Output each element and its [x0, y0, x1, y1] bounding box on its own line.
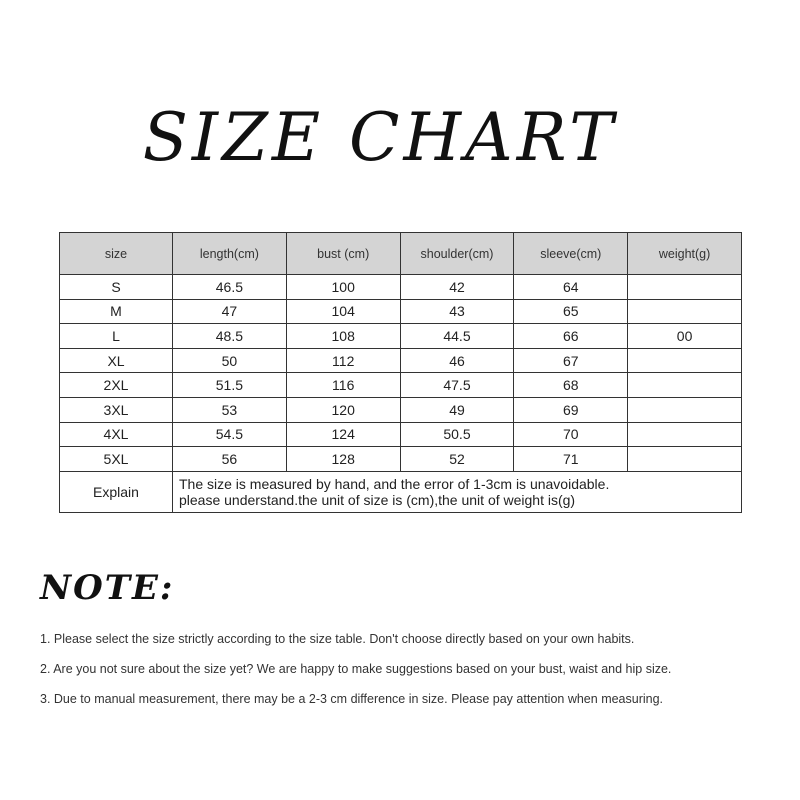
- cell-size: XL: [60, 348, 173, 373]
- cell-size: L: [60, 324, 173, 349]
- cell-size: S: [60, 275, 173, 300]
- cell-length: 53: [173, 397, 287, 422]
- table-row: [60, 373, 742, 398]
- cell-bust: 120: [286, 397, 400, 422]
- cell-shoulder: 47.5: [400, 373, 514, 398]
- cell-weight: [628, 275, 742, 300]
- cell-length: 50: [173, 348, 287, 373]
- cell-bust: 116: [286, 373, 400, 398]
- explain-text: [173, 471, 742, 512]
- cell-length: 51.5: [173, 373, 287, 398]
- cell-weight: [628, 373, 742, 398]
- cell-length: 54.5: [173, 422, 287, 447]
- cell-sleeve: 64: [514, 275, 628, 300]
- cell-shoulder: 49: [400, 397, 514, 422]
- header-weight: weight(g): [628, 233, 742, 275]
- note-list: [40, 624, 780, 714]
- cell-shoulder: 43: [400, 299, 514, 324]
- header-sleeve: sleeve(cm): [514, 233, 628, 275]
- note-item: 2. Are you not sure about the size yet? We are happy to make suggestions based on your bust, waist and hip size.: [40, 662, 672, 676]
- table-row: [60, 275, 742, 300]
- explain-row: [60, 471, 742, 512]
- cell-size: 3XL: [60, 397, 173, 422]
- cell-length: 47: [173, 299, 287, 324]
- cell-sleeve: 71: [514, 447, 628, 472]
- cell-weight: [628, 422, 742, 447]
- explain-line: The size is measured by hand, and the error of 1-3cm is unavoidable.: [179, 475, 610, 492]
- header-bust: bust (cm): [286, 233, 400, 275]
- table-row: [60, 299, 742, 324]
- cell-weight: 00: [628, 324, 742, 349]
- table-row: [60, 324, 742, 349]
- explain-label: Explain: [60, 471, 173, 512]
- cell-length: 48.5: [173, 324, 287, 349]
- page-title: SIZE CHART: [142, 99, 618, 176]
- cell-bust: 100: [286, 275, 400, 300]
- explain-line: please understand.the unit of size is (cm),the unit of weight is(g): [179, 491, 576, 508]
- cell-bust: 128: [286, 447, 400, 472]
- cell-bust: 124: [286, 422, 400, 447]
- cell-weight: [628, 299, 742, 324]
- cell-size: 2XL: [60, 373, 173, 398]
- cell-weight: [628, 447, 742, 472]
- cell-bust: 108: [286, 324, 400, 349]
- header-size: size: [60, 233, 173, 275]
- cell-weight: [628, 397, 742, 422]
- cell-sleeve: 67: [514, 348, 628, 373]
- cell-size: 5XL: [60, 447, 173, 472]
- cell-size: 4XL: [60, 422, 173, 447]
- note-title: NOTE:: [40, 568, 175, 608]
- cell-shoulder: 52: [400, 447, 514, 472]
- table-row: [60, 397, 742, 422]
- cell-sleeve: 65: [514, 299, 628, 324]
- cell-bust: 112: [286, 348, 400, 373]
- header-shoulder: shoulder(cm): [400, 233, 514, 275]
- cell-length: 56: [173, 447, 287, 472]
- cell-length: 46.5: [173, 275, 287, 300]
- cell-size: M: [60, 299, 173, 324]
- cell-shoulder: 46: [400, 348, 514, 373]
- table-row: [60, 422, 742, 447]
- cell-sleeve: 70: [514, 422, 628, 447]
- cell-sleeve: 69: [514, 397, 628, 422]
- size-table: [59, 232, 742, 513]
- cell-sleeve: 66: [514, 324, 628, 349]
- cell-weight: [628, 348, 742, 373]
- cell-bust: 104: [286, 299, 400, 324]
- table-row: [60, 348, 742, 373]
- table-header-row: [60, 233, 742, 275]
- cell-sleeve: 68: [514, 373, 628, 398]
- cell-shoulder: 42: [400, 275, 514, 300]
- header-length: length(cm): [173, 233, 287, 275]
- note-item: 3. Due to manual measurement, there may be a 2-3 cm difference in size. Please pay attention when measuring.: [40, 692, 664, 706]
- note-item: 1. Please select the size strictly according to the size table. Don't choose directly based on your own habits.: [40, 632, 635, 646]
- cell-shoulder: 50.5: [400, 422, 514, 447]
- cell-shoulder: 44.5: [400, 324, 514, 349]
- table-row: [60, 447, 742, 472]
